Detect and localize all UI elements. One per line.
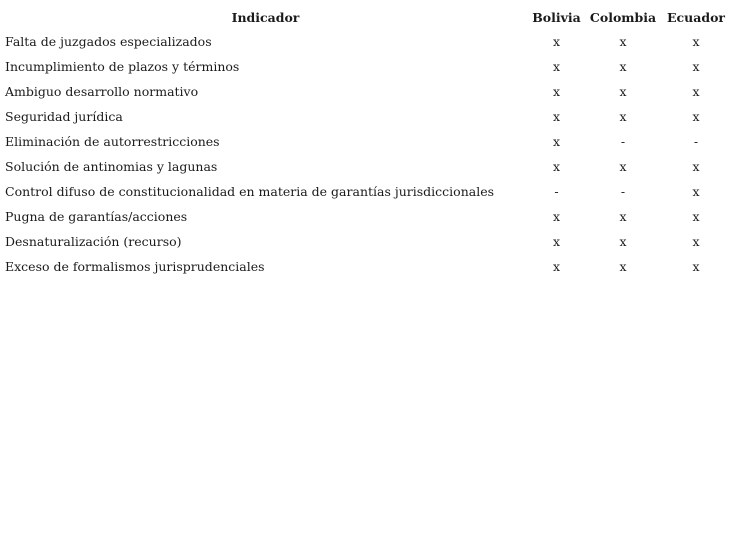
table-header [3, 5, 731, 29]
ecuador-cell: x [692, 184, 700, 199]
bolivia-cell: x [552, 59, 561, 74]
table-row [3, 129, 731, 154]
ecuador-cell: x [692, 159, 700, 174]
indicator-cell: Ambiguo desarrollo normativo [5, 84, 199, 99]
bolivia-cell: x [552, 109, 561, 124]
bolivia-cell: x [552, 34, 561, 49]
indicator-cell: Falta de juzgados especializados [5, 34, 212, 49]
bolivia-cell: x [552, 134, 561, 149]
indicator-cell: Control difuso de constitucionalidad en materia de garantías jurisdiccionales [5, 184, 495, 199]
table-row [3, 29, 731, 54]
indicators-table [3, 5, 731, 279]
bolivia-cell: x [552, 259, 561, 274]
indicator-cell: Incumplimiento de plazos y términos [5, 59, 240, 74]
table-row [3, 79, 731, 104]
ecuador-cell: x [692, 259, 700, 274]
ecuador-cell: x [692, 234, 700, 249]
ecuador-cell: x [692, 84, 700, 99]
ecuador-cell: x [692, 209, 700, 224]
indicator-cell: Exceso de formalismos jurisprudenciales [5, 259, 265, 274]
header-indicator: Indicador [231, 9, 300, 25]
ecuador-cell: x [692, 109, 700, 124]
header-row [3, 5, 731, 29]
table-row [3, 154, 731, 179]
colombia-cell: x [619, 34, 627, 49]
indicator-cell: Desnaturalización (recurso) [5, 234, 182, 249]
header-ecuador: Ecuador [667, 9, 725, 25]
colombia-cell: x [619, 234, 627, 249]
colombia-cell: x [619, 159, 627, 174]
bolivia-cell: - [554, 184, 559, 199]
table-row [3, 229, 731, 254]
ecuador-cell: x [692, 59, 700, 74]
indicator-cell: Solución de antinomias y lagunas [5, 159, 218, 174]
colombia-cell: x [619, 259, 627, 274]
table-row [3, 179, 731, 204]
table-body [3, 29, 731, 279]
colombia-cell: x [619, 109, 627, 124]
colombia-cell: x [619, 84, 627, 99]
bolivia-cell: x [552, 234, 561, 249]
bolivia-cell: x [552, 159, 561, 174]
bolivia-cell: x [552, 84, 561, 99]
colombia-cell: - [620, 134, 626, 149]
ecuador-cell: x [692, 34, 700, 49]
table-row [3, 54, 731, 79]
colombia-cell: x [619, 209, 627, 224]
indicator-cell: Eliminación de autorrestricciones [5, 134, 220, 149]
indicator-cell: Pugna de garantías/acciones [5, 209, 188, 224]
header-bolivia: Bolivia [532, 9, 581, 25]
table-row [3, 104, 731, 129]
colombia-cell: x [619, 59, 627, 74]
ecuador-cell: - [693, 134, 699, 149]
table-row [3, 204, 731, 229]
bolivia-cell: x [552, 209, 561, 224]
table-row [3, 254, 731, 279]
header-colombia: Colombia [589, 9, 657, 25]
indicator-cell: Seguridad jurídica [5, 109, 123, 124]
colombia-cell: - [620, 184, 626, 199]
